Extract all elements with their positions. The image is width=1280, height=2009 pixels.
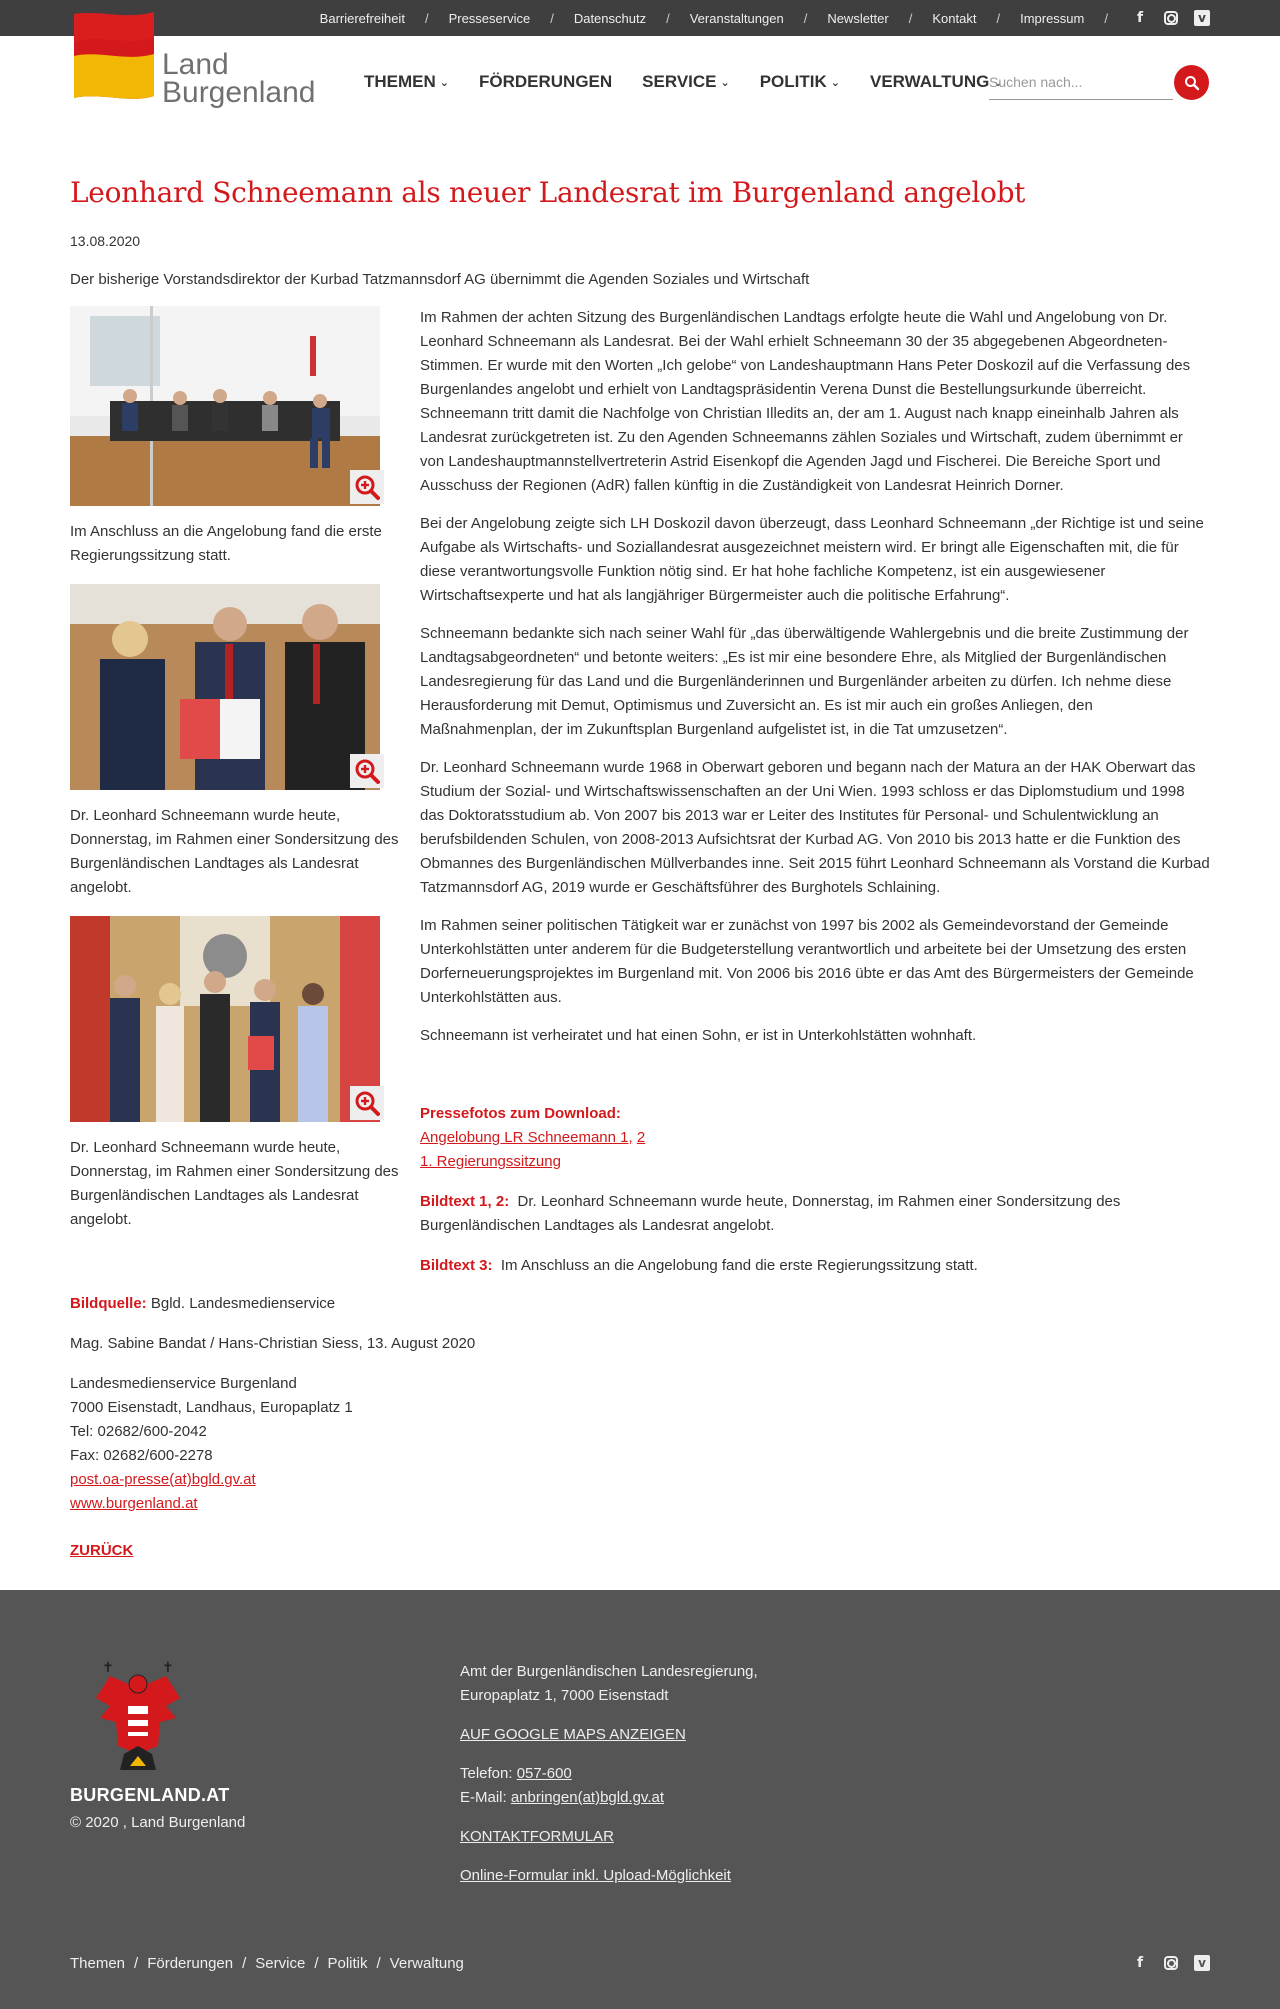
spacer — [460, 1849, 758, 1864]
nav-item-service[interactable] — [642, 72, 730, 92]
footer-phone — [460, 1762, 758, 1786]
footer-link-themen[interactable]: Themen — [70, 1955, 126, 1972]
logo-text-burgenland: Burgenland — [162, 76, 316, 109]
email-link[interactable]: anbringen(at)bgld.gv.at — [510, 1789, 665, 1806]
phone-link[interactable]: 057-600 — [516, 1765, 572, 1782]
spacer — [460, 1708, 758, 1723]
article-image[interactable] — [70, 584, 380, 790]
nav-label: VERWALTUNG — [870, 72, 990, 91]
article-image[interactable] — [70, 916, 380, 1122]
search-icon — [1184, 75, 1200, 91]
zoom-in-icon — [354, 758, 380, 784]
separator: / — [1104, 10, 1108, 26]
photo-meeting — [70, 306, 380, 506]
nav-label: SERVICE — [642, 72, 717, 91]
facebook-icon[interactable]: f — [1136, 10, 1144, 26]
text-column — [420, 306, 1210, 1278]
phone-label: Telefon: — [460, 1765, 517, 1782]
top-link-kontakt[interactable]: Kontakt — [932, 10, 977, 26]
footer-nav — [70, 1955, 464, 1972]
svg-text:✝: ✝ — [162, 1660, 174, 1676]
separator: / — [134, 1955, 139, 1972]
google-maps-link[interactable]: AUF GOOGLE MAPS ANZEIGEN — [460, 1726, 686, 1743]
bildtext-1-2 — [420, 1190, 1210, 1238]
article-paragraph: Dr. Leonhard Schneemann wurde 1968 in Oberwart geboren und begann nach der Matura an der HAK Oberwart das Studium der Sozial- und Wirtschaftswissenschaften an der Uni Wien. 1993 schloss er das Diplomstudium und 1998 das Doktoratsstudium ab. Von 2007 bis 2013 war er Leiter des Institutes für Personal- und Schulentwicklung an berufsbildenden Schulen, von 2008-2013 Aufsichtsrat der Kurbad AG. Von 2010 bis 2013 hatte er die Funktion des Obmannes des Burgenländischen Müllverbandes inne. Seit 2015 führt Leonhard Schneemann als Vorstand die Kurbad Tatzmannsdorf AG, 2019 wurde er Geschäftsführer des Burghotels Schlaining. — [420, 759, 1210, 896]
footer-address-line: Amt der Burgenländischen Landesregierung, — [460, 1663, 758, 1680]
top-link-barrierefreiheit[interactable]: Barrierefreiheit — [319, 10, 405, 26]
footer-contact — [460, 1660, 758, 1888]
main-content — [0, 176, 1280, 1559]
article-paragraph: Schneemann bedankte sich nach seiner Wahl für „das überwältigende Wahlergebnis und die breite Zustimmung der Landtagsabgeordneten“ und betonte weiters: „Es ist mir eine besondere Ehre, als Mitglied der Burgenländischen Landesregierung für das Land und die Burgenländerinnen und Burgenländer arbeiten zu dürfen. Ich nehme diese Herausforderung mit Demut, Optimismus und Zuversicht an. Es ist mir auch ein großes Anliegen, den Maßnahmenplan, der im Zukunftsplan Burgenland aufgelistet ist, in die Tat umzusetzen“. — [420, 625, 1189, 738]
top-link-veranstaltungen[interactable]: Veranstaltungen — [689, 10, 784, 26]
nav-label: THEMEN — [364, 72, 436, 91]
flag-icon — [70, 8, 156, 100]
search-field — [989, 66, 1173, 100]
image-caption: Dr. Leonhard Schneemann wurde heute, Donnerstag, im Rahmen einer Sondersitzung des Burgenländischen Landtages als Landesrat angelobt. — [70, 807, 399, 896]
download-link-regierungssitzung[interactable]: 1. Regierungssitzung — [420, 1153, 561, 1170]
bildquelle-label: Bildquelle: — [70, 1295, 147, 1312]
bildquelle — [70, 1292, 1210, 1316]
image-caption: Dr. Leonhard Schneemann wurde heute, Donnerstag, im Rahmen einer Sondersitzung des Burgenländischen Landtages als Landesrat angelobt. — [70, 1139, 399, 1228]
header — [0, 36, 1280, 136]
separator: / — [550, 10, 554, 26]
nav-label: FÖRDERUNGEN — [479, 72, 613, 91]
nav-item-themen[interactable] — [364, 72, 449, 92]
separator: / — [803, 10, 808, 26]
search-button[interactable] — [1174, 65, 1209, 100]
bildquelle-text: Bgld. Landesmedienservice — [150, 1295, 336, 1312]
separator: / — [424, 10, 429, 26]
contact-form-link[interactable]: KONTAKTFORMULAR — [460, 1828, 614, 1845]
back-link[interactable]: ZURÜCK — [70, 1542, 134, 1559]
separator: / — [996, 10, 1001, 26]
download-link-angelobung-2[interactable]: 2 — [636, 1129, 646, 1146]
instagram-icon[interactable] — [1164, 1956, 1178, 1970]
separator: / — [314, 1955, 319, 1972]
chevron-down-icon: ⌄ — [993, 76, 1003, 89]
footer-link-foerderungen[interactable]: Förderungen — [147, 1955, 234, 1972]
contact-line: 7000 Eisenstadt, Landhaus, Europaplatz 1 — [70, 1399, 353, 1416]
top-link-presseservice[interactable]: Presseservice — [448, 10, 531, 26]
footer-link-verwaltung[interactable]: Verwaltung — [389, 1955, 464, 1972]
email-label: E-Mail: — [460, 1789, 511, 1806]
chevron-down-icon: ⌄ — [720, 76, 730, 89]
download-link-angelobung-1[interactable]: Angelobung LR Schneemann 1, — [420, 1129, 633, 1146]
main-nav — [364, 72, 1003, 92]
footer-copyright: © 2020 , Land Burgenland — [70, 1814, 246, 1831]
footer-link-politik[interactable]: Politik — [327, 1955, 368, 1972]
footer-address-line: Europaplatz 1, 7000 Eisenstadt — [460, 1687, 669, 1704]
download-section — [420, 1102, 1210, 1174]
bildtext-text: Dr. Leonhard Schneemann wurde heute, Donnerstag, im Rahmen einer Sondersitzung des Burgenländischen Landtages als Landesrat angelobt. — [420, 1193, 1121, 1234]
zoom-button[interactable] — [350, 754, 384, 788]
footer-email — [460, 1786, 758, 1810]
top-link-impressum[interactable]: Impressum — [1020, 10, 1085, 26]
top-link-newsletter[interactable]: Newsletter — [827, 10, 889, 26]
separator: / — [908, 10, 913, 26]
svg-text:✝: ✝ — [102, 1660, 114, 1676]
nav-item-politik[interactable] — [760, 72, 840, 92]
facebook-icon[interactable]: f — [1136, 1955, 1144, 1971]
footer-social — [1132, 1955, 1210, 1971]
chevron-down-icon: ⌄ — [439, 76, 449, 89]
download-heading: Pressefotos zum Download: — [420, 1105, 621, 1122]
top-links — [320, 11, 1128, 26]
zoom-in-icon — [354, 474, 380, 500]
search-input[interactable] — [989, 66, 1173, 98]
footer — [0, 1590, 1280, 2009]
upload-form-link[interactable]: Online-Formular inkl. Upload-Möglichkeit — [460, 1867, 731, 1884]
vimeo-icon[interactable]: v — [1194, 1955, 1210, 1971]
contact-web-link[interactable]: www.burgenland.at — [70, 1495, 198, 1512]
article-image[interactable] — [70, 306, 380, 506]
instagram-icon[interactable] — [1164, 11, 1178, 25]
coat-of-arms-icon — [88, 1658, 188, 1773]
top-link-datenschutz[interactable]: Datenschutz — [573, 10, 647, 26]
bildtext-label: Bildtext 3: — [420, 1257, 493, 1274]
article-paragraph: Schneemann ist verheiratet und hat einen Sohn, er ist in Unterkohlstätten wohnhaft. — [420, 1027, 977, 1044]
contact-block — [70, 1372, 1210, 1516]
logo-text-land: Land — [162, 48, 229, 81]
photo-certificate — [70, 584, 380, 790]
separator: / — [242, 1955, 247, 1972]
image-column — [70, 306, 420, 1278]
vimeo-icon[interactable]: v — [1194, 10, 1210, 26]
photo-group — [70, 916, 380, 1122]
contact-fax: Fax: 02682/600-2278 — [70, 1447, 213, 1464]
spacer — [460, 1810, 758, 1825]
separator: / — [666, 10, 670, 26]
article-body — [70, 306, 1210, 1278]
separator: / — [376, 1955, 381, 1972]
spacer — [460, 1747, 758, 1762]
nav-item-foerderungen[interactable] — [479, 72, 612, 92]
nav-label: POLITIK — [759, 72, 827, 91]
article-paragraph: Im Rahmen seiner politischen Tätigkeit war er zunächst von 1997 bis 2002 als Gemeindevorstand der Gemeinde Unterkohlstätten unter anderem für die Budgeterstellung verantwortlich und arbeitete bei der Umsetzung des ersten Dorferneuerungsprojektes im Burgenland mit. Von 2006 bis 2016 übte er das Amt des Bürgermeisters der Gemeinde Unterkohlstätten aus. — [420, 917, 1194, 1006]
footer-brand: BURGENLAND.AT — [70, 1785, 230, 1805]
contact-email-link[interactable]: post.oa-presse(at)bgld.gv.at — [70, 1471, 256, 1488]
article-lead: Der bisherige Vorstandsdirektor der Kurbad Tatzmannsdorf AG übernimmt die Agenden Soziales und Wirtschaft — [70, 271, 810, 288]
bildtext-3 — [420, 1254, 1210, 1278]
article-paragraph: Bei der Angelobung zeigte sich LH Doskozil davon überzeugt, dass Leonhard Schneemann „der Richtige ist und seine Aufgabe als Wirtschafts- und Soziallandesrat ausgezeichnet meistern wird. Er bringt alle Eigenschaften mit, die für diese verantwortungsvolle Funktion nötig sind. Er hat hohe fachliche Kompetenz, ist ein ausgewiesener Wirtschaftsexperte und hat als langjähriger Bürgermeister auch die politische Erfahrung“. — [420, 515, 1204, 604]
chevron-down-icon: ⌄ — [830, 76, 840, 89]
contact-tel: Tel: 02682/600-2042 — [70, 1423, 207, 1440]
zoom-in-icon — [354, 1090, 380, 1116]
footer-link-service[interactable]: Service — [255, 1955, 306, 1972]
page-title: Leonhard Schneemann als neuer Landesrat im Burgenland angelobt — [70, 176, 1026, 209]
top-social — [1132, 10, 1210, 26]
site-logo[interactable] — [70, 8, 330, 118]
article-date: 13.08.2020 — [70, 233, 141, 249]
article-paragraph: Im Rahmen der achten Sitzung des Burgenländischen Landtags erfolgte heute die Wahl und Angelobung von Dr. Leonhard Schneemann als Landesrat. Bei der Wahl erhielt Schneemann 30 der 35 abgegebenen Abgeordneten-Stimmen. Er wurde mit den Worten „Ich gelobe“ von Landeshauptmann Hans Peter Doskozil auf die Verfassung des Burgenlandes angelobt und erhielt von Landtagspräsidentin Verena Dunst die Bestellungsurkunde überreicht. Schneemann tritt damit die Nachfolge von Christian Illedits an, der am 1. August nach knapp eineinhalb Jahren als Landesrat zurückgetreten ist. Zu den Agenden Schneemanns zählen Soziales und Wirtschaft, zudem übernimmt er von Landeshauptmannstellvertreterin Astrid Eisenkopf die Agenden Jagd und Fischerei. Die Bereiche Sport und Ausschuss der Regionen (AdR) fallen künftig in die Zuständigkeit von Landesrat Heinrich Dorner. — [420, 309, 1191, 494]
zoom-button[interactable] — [350, 470, 384, 504]
image-caption: Im Anschluss an die Angelobung fand die erste Regierungssitzung statt. — [70, 523, 382, 564]
zoom-button[interactable] — [350, 1086, 384, 1120]
authors: Mag. Sabine Bandat / Hans-Christian Siess, 13. August 2020 — [70, 1335, 476, 1352]
download-links-row — [420, 1126, 1210, 1150]
nav-item-verwaltung[interactable] — [870, 72, 1003, 92]
bildtext-label: Bildtext 1, 2: — [420, 1193, 510, 1210]
bildtext-text: Im Anschluss an die Angelobung fand die erste Regierungssitzung statt. — [500, 1257, 978, 1274]
contact-line: Landesmedienservice Burgenland — [70, 1375, 297, 1392]
